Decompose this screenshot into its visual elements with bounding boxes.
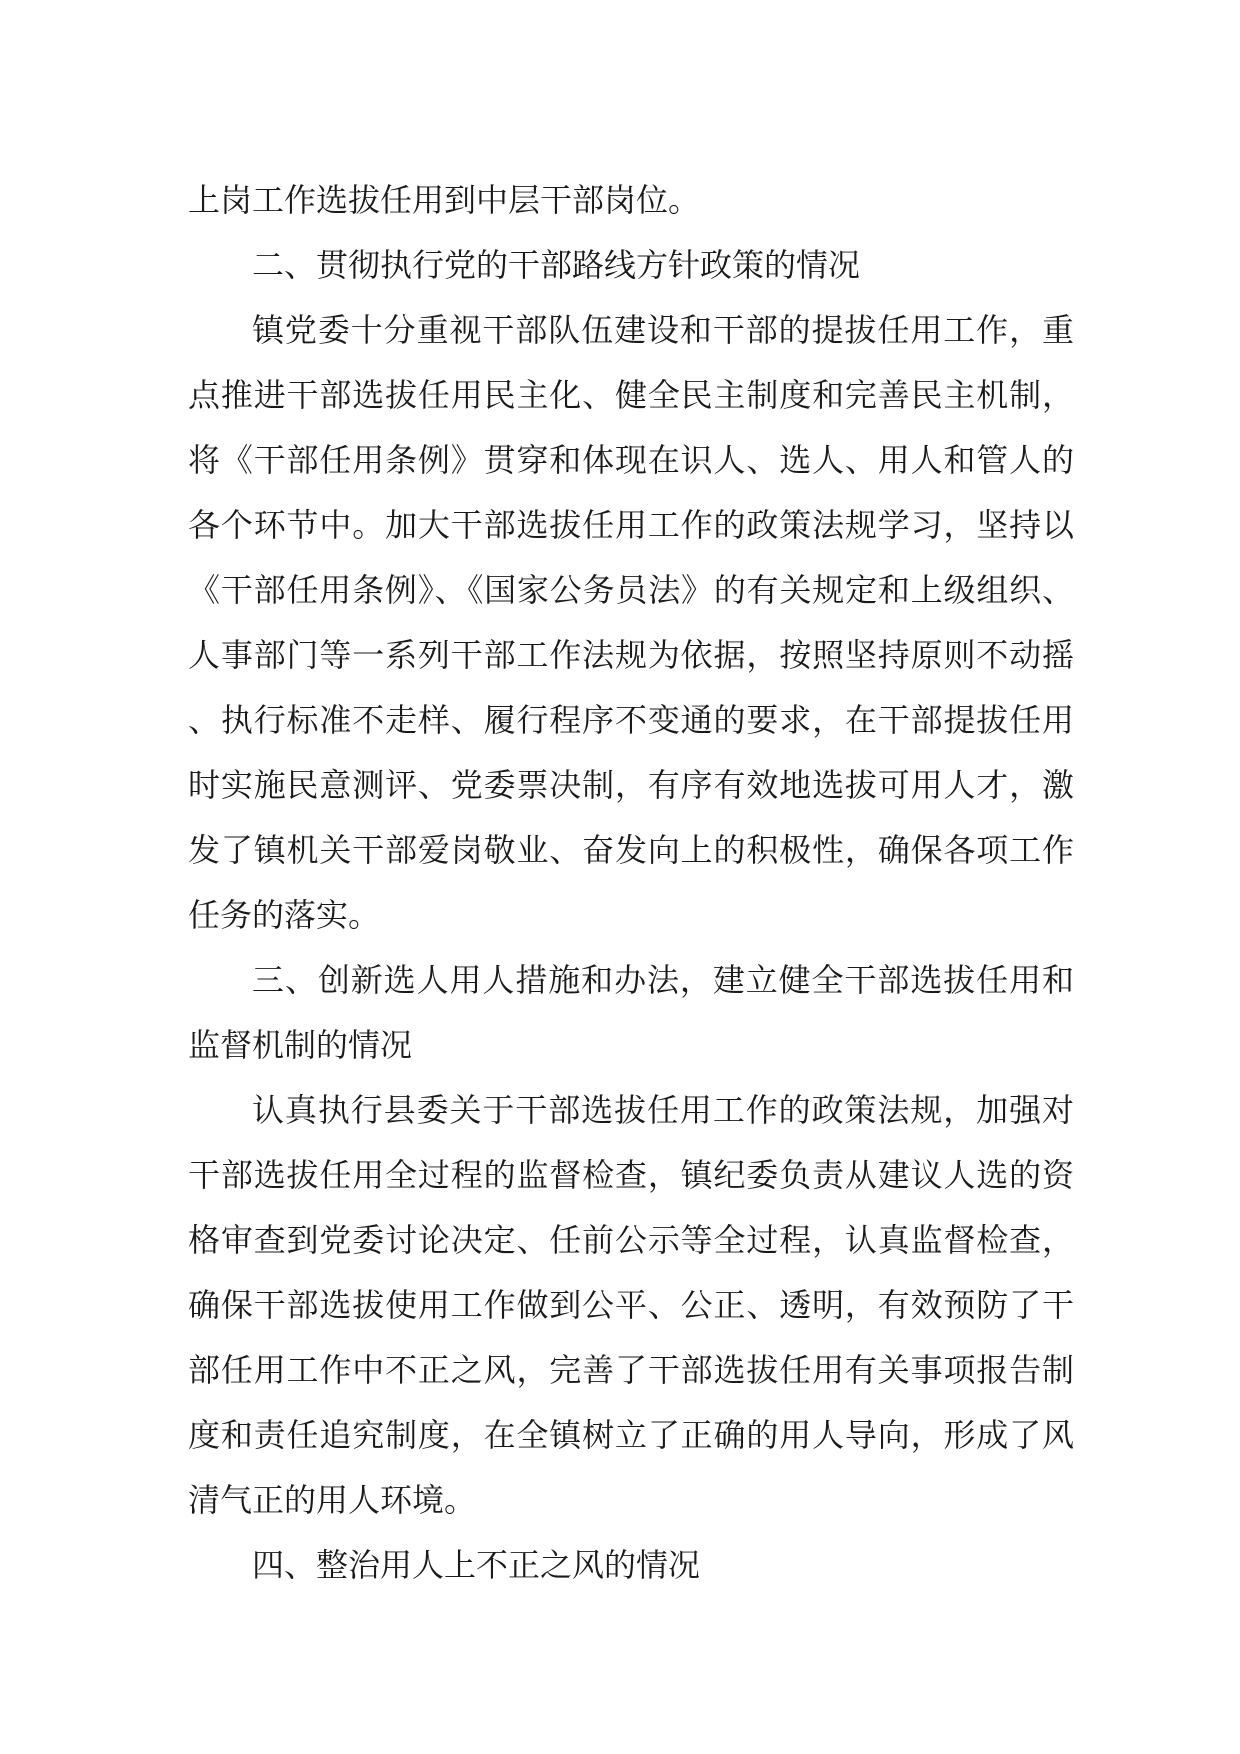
section-heading-4: 四、整治用人上不正之风的情况 — [252, 1546, 701, 1584]
section-heading-3: 三、创新选人用人措施和办法，建立健全干部选拔任用和监督机制的情况 — [188, 961, 1074, 1064]
document-page — [188, 168, 1074, 1598]
paragraph-section-2-body: 镇党委十分重视干部队伍建设和干部的提拔任用工作，重点推进干部选拔任用民主化、健全民主制度和完善民主机制，将《干部任用条例》贯穿和体现在识人、选人、用人和管人的各个环节中。加大干部选拔任用工作的政策法规学习，坚持以《干部任用条例》、《国家公务员法》的有关规定和上级组织、人事部门等一系列干部工作法规为依据，按照坚持原则不动摇、执行标准不走样、履行程序不变通的要求，在干部提拔任用时实施民意测评、党委票决制，有序有效地选拔可用人才，激发了镇机关干部爱岗敬业、奋发向上的积极性，确保各项工作任务的落实。 — [188, 311, 1074, 934]
paragraph-continuation: 上岗工作选拔任用到中层干部岗位。 — [188, 181, 701, 219]
section-heading-2: 二、贯彻执行党的干部路线方针政策的情况 — [252, 246, 861, 284]
paragraph-section-3-body: 认真执行县委关于干部选拔任用工作的政策法规，加强对干部选拔任用全过程的监督检查，镇纪委负责从建议人选的资格审查到党委讨论决定、任前公示等全过程，认真监督检查，确保干部选拔使用工作做到公平、公正、透明，有效预防了干部任用工作中不正之风，完善了干部选拔任用有关事项报告制度和责任追究制度，在全镇树立了正确的用人导向，形成了风清气正的用人环境。 — [188, 1091, 1074, 1519]
